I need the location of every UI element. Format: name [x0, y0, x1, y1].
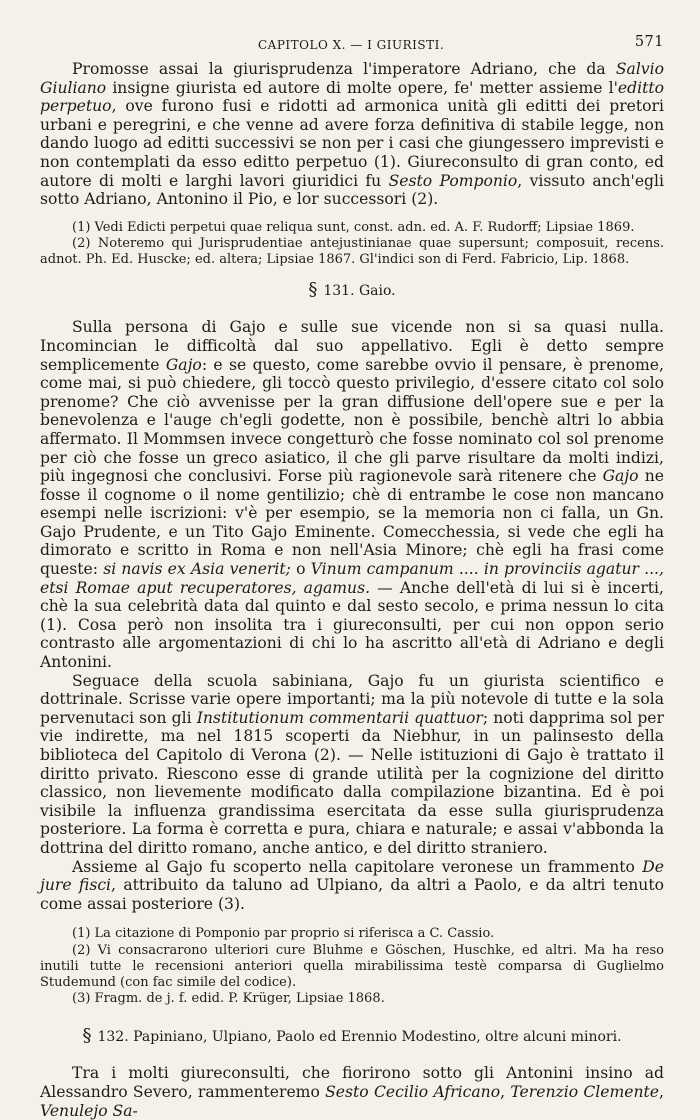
name-salvio-giuliano: Salvio Giuliano [40, 60, 664, 97]
term-editto-perpetuo: editto perpetuo [40, 78, 664, 116]
name-terenzio-clemente: Terenzio Clemente [510, 1082, 660, 1101]
text-run: , attribuito da taluno ad Ulpiano, da altri a Paolo, e da altri tenuto come assai posteriore (3). [40, 876, 664, 913]
section-symbol: § [82, 1025, 92, 1047]
text-run: , [500, 1082, 511, 1101]
latin-quote: si navis ex Asia venerit; [103, 560, 291, 579]
latin-quote: Vinum campanum .... in provinciis agatur ..., etsi Romae aput recuperatores, agamus. [40, 560, 664, 597]
text-run: ; noti dapprima sol per vie indirette, ma nel 1815 scoperti da Niebhur, in un palinsesto della biblioteca del Capitolo di Verona (2). — Nelle istituzioni di Gajo è trattato il diritto privato. Riescono esse di grande utilità per la cognizione del diritto classico, non lievemente modificato dalla compilazione bizantina. Ed è poi visibile la influenza grandissima esercitata da esse sulla giurisprudenza posteriore. La forma è corretta e pura, chiara e naturale; e assai v'abbonda la dottrina del diritto romano, anche antico, e del diritto straniero. [40, 708, 664, 857]
text-run: Seguace della scuola sabiniana, Gajo fu un giurista scientifico e dottrinale. Scrisse varie opere importanti; ma la più notevole di tutte e la sola pervenutaci son gli [40, 671, 664, 727]
footnote: (3) Fragm. de j. f. edid. P. Krüger, Lipsiae 1868. [72, 991, 385, 1007]
running-title: CAPITOLO X. — I GIURISTI. [258, 38, 445, 52]
section-heading-132 [40, 1025, 664, 1046]
footnote: (1) Vedi Edicti perpetui quae reliqua sunt, const. adn. ed. A. F. Rudorff; Lipsiae 1869. [72, 219, 635, 235]
name-gajo: Gajo [165, 355, 202, 374]
paragraph-giureconsulti [40, 1064, 664, 1120]
work-title-de-jure-fisci: De jure fisci [40, 857, 664, 895]
page-number: 571 [634, 34, 664, 50]
section-heading-131 [40, 279, 664, 300]
text-run: — Anche dell'età di lui si è incerti, chè la sua celebrità data dal quinto e dal sesto secolo, e prima nessun lo cita (1). Cosa però non insolita tra i giureconsulti, per cui non oppon serio contrasto alle argomentazioni di chi lo ha ascritto all'età di Adriano e degli Antonini. [40, 578, 664, 672]
paragraph-gaio-2 [40, 672, 664, 858]
paragraph-gaio-1 [40, 318, 664, 671]
name-sesto-pomponio: Sesto Pomponio [388, 171, 518, 190]
intro-paragraph [40, 60, 664, 209]
name-africano: Sesto Cecilio Africano [325, 1082, 501, 1101]
footnote: (2) Noteremo qui Jurisprudentiae antejustinianae quae supersunt; composuit, recens. adnot. Ph. Ed. Huscke; ed. altera; Lipsiae 1867. Gl'indici son di Ferd. Fabricio, Lip. 1868. [40, 235, 664, 268]
footnotes-bottom [40, 926, 664, 1007]
text-run: insigne giurista ed autore di molte opere, fe' metter assieme l' [106, 78, 618, 97]
page-header [40, 34, 664, 56]
footnotes-top [40, 220, 664, 269]
text-run: Tra i molti giureconsulti, che fiorirono sotto gli Antonini insino ad Alessandro Severo, rammenteremo [40, 1064, 664, 1101]
section-title-text: 132. Papiniano, Ulpiano, Paolo ed Erennio Modestino, oltre alcuni minori. [97, 1029, 622, 1046]
work-title-institutiones: Institutionum commentarii quattuor [196, 708, 483, 727]
text-run: , vissuto anch'egli sotto Adriano, Antonino il Pio, e lor successori (2). [40, 171, 664, 209]
name-venulejo: Venulejo Sa- [40, 1101, 138, 1120]
paragraph-gaio-3 [40, 858, 664, 914]
text-run: o [290, 560, 311, 579]
section-title-text: 131. Gaio. [323, 283, 396, 300]
text-run: : e se questo, come sarebbe ovvio il pensare, è prenome, come mai, si può chiedere, gli toccò questo privilegio, d'essere citato col solo prenome? Che ciò avvenisse per la gran diffusione dell'opere sue e per la benevolenza e l'auge ch'egli godette, non è possibile, benchè altri lo abbia affermato. Il Mommsen invece congetturò che fosse nominato col sol prenome per ciò che fosse un greco asiatico, il che gli parve risultare da molti indizi, più ingegnosi che conclusivi. Forse più ragionevole sarà ritenere che [40, 355, 664, 486]
text-run: ne fosse il cognome o il nome gentilizio; chè di entrambe le cose non mancano esempi nelle iscrizioni: v'è per esempio, se la memoria non ci falla, un Gn. Gajo Prudente, e un Tito Gajo Eminente. Comecchessia, si vede che egli ha dimorato e scritto in Roma e non nell'Asia Minore; chè egli ha frasi come queste: [40, 467, 664, 579]
footnote: (1) La citazione di Pomponio par proprio si riferisca a C. Cassio. [72, 926, 495, 942]
text-run: , ove furono fusi e ridotti ad armonica unità gli editti dei pretori urbani e peregrini, e che venne ad avere forza definitiva di stabile legge, non dando luogo ad editti successivi se non per i casi che giungessero imprevisti e non contemplati da esso editto perpetuo (1). Giureconsulto di gran conto, ed autore di molti e larghi lavori giuridici fu [40, 97, 664, 190]
text-run: Sulla persona di Gajo e sulle sue vicende non si sa quasi nulla. Incomincian le difficoltà dal suo appellativo. Egli è detto sempre semplicemente [40, 318, 664, 374]
footnote: (2) Vi consacrarono ulteriori cure Bluhme e Göschen, Huschke, ed altri. Ma ha reso inutili tutte le recensioni anteriori quella mirabilissima testè comparsa di Guglielmo Studemund (con fac simile del codice). [40, 942, 664, 990]
text-run: Promosse assai la giurisprudenza l'imperatore Adriano, che da [72, 60, 616, 78]
section-symbol: § [308, 279, 318, 301]
text-run: , [659, 1082, 665, 1101]
text-run: Assieme al Gajo fu scoperto nella capitolare veronese un frammento [72, 857, 643, 876]
name-gajo: Gajo [602, 467, 639, 486]
book-page [40, 34, 664, 1120]
